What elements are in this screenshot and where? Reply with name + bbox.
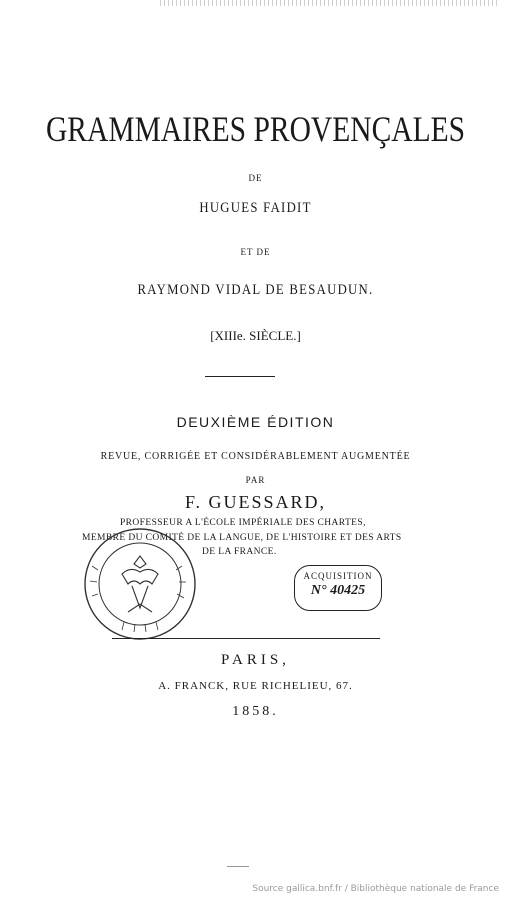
editor-name: F. GUESSARD, bbox=[184, 492, 327, 512]
author-primary: HUGUES FAIDIT bbox=[199, 200, 312, 216]
year-label: 1858. bbox=[232, 704, 279, 719]
city-label: PARIS, bbox=[221, 652, 290, 668]
de-label: DE bbox=[248, 173, 263, 183]
affiliation-line-3: DE LA FRANCE. bbox=[202, 547, 277, 557]
book-title: GRAMMAIRES PROVENÇALES bbox=[45, 109, 466, 149]
stamp-number-text: N° 40425 bbox=[310, 583, 366, 598]
footer-dash bbox=[227, 866, 249, 867]
author-secondary: RAYMOND VIDAL DE BESAUDUN. bbox=[137, 282, 374, 298]
divider-short bbox=[205, 376, 275, 377]
library-seal-icon bbox=[82, 526, 198, 642]
source-credit: Source gallica.bnf.fr / Bibliothèque nationale de France bbox=[252, 884, 499, 894]
divider-long bbox=[112, 638, 380, 639]
affiliation-line-1: PROFESSEUR A L'ÉCOLE IMPÉRIALE DES CHARTES, bbox=[120, 518, 366, 528]
edition-label: DEUXIÈME ÉDITION bbox=[176, 414, 335, 430]
revision-note: REVUE, CORRIGÉE ET CONSIDÉRABLEMENT AUGMENTÉE bbox=[100, 451, 411, 462]
publisher-label: A. FRANCK, RUE RICHELIEU, 67. bbox=[158, 680, 353, 692]
par-label: PAR bbox=[245, 475, 266, 485]
century-label: [XIIIe. SIÈCLE.] bbox=[210, 328, 301, 343]
scan-artifact bbox=[160, 0, 500, 6]
stamp-acquisition-text: ACQUISITION bbox=[303, 571, 373, 581]
affiliation-line-2: MEMBRE DU COMITÉ DE LA LANGUE, DE L'HISTOIRE ET DES ARTS bbox=[82, 533, 402, 543]
acquisition-stamp bbox=[294, 565, 382, 611]
et-de-label: ET DE bbox=[240, 247, 271, 257]
